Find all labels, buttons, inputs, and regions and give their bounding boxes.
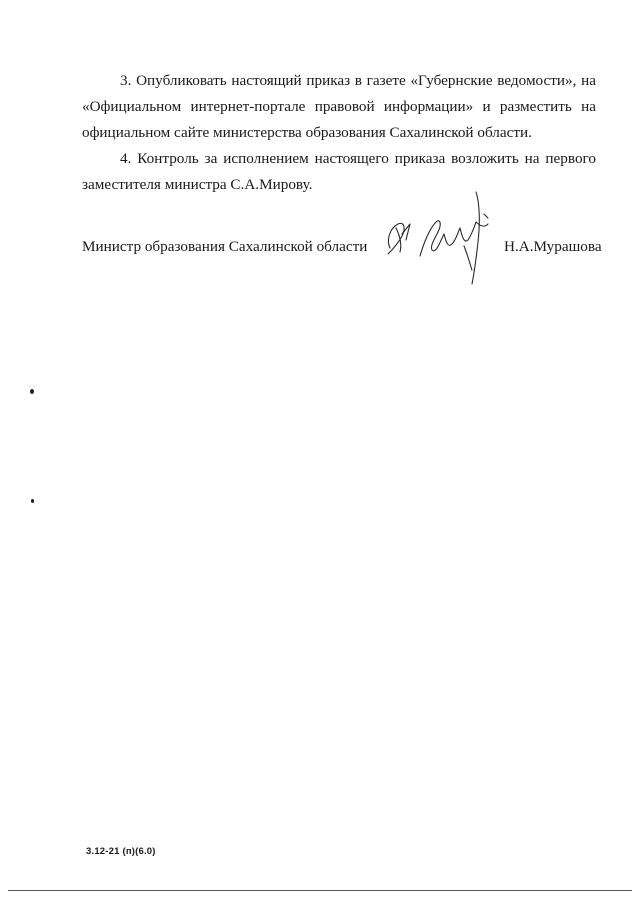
handwritten-signature [376, 184, 496, 288]
paragraph-line: заместителя министра С.А.Мирову. [82, 176, 313, 193]
paragraph-line: официальном сайте министерства образования Сахалинской области. [82, 124, 532, 141]
paragraph-control [82, 146, 596, 198]
paragraph-line: 4. Контроль за исполнением настоящего приказа возложить на первого [120, 150, 596, 167]
document-code: 3.12-21 (п)(6.0) [86, 846, 156, 857]
paragraph-line: «Официальном интернет-портале правовой информации» и разместить на [82, 98, 596, 115]
paragraph-line: 3. Опубликовать настоящий приказ в газете «Губернские ведомости», на [120, 72, 596, 89]
signatory-position: Министр образования Сахалинской области [82, 238, 368, 255]
scan-edge-line [8, 890, 632, 891]
scan-speck [30, 389, 34, 394]
paragraph-publication [82, 68, 596, 146]
signatory-name: Н.А.Мурашова [504, 238, 602, 255]
scan-speck [31, 499, 34, 503]
